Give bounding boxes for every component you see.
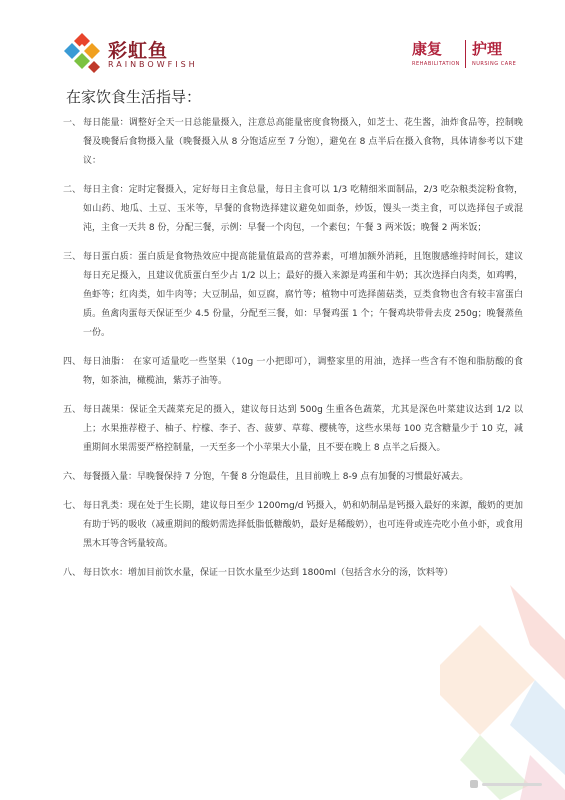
item-text: 早晚餐保持 7 分饱，午餐 8 分饱最佳，且目前晚上 8-9 点有加餐的习惯最好减去。 xyxy=(137,472,469,482)
rainbowfish-logo-icon xyxy=(60,31,104,75)
item-text: 在家可适量吃一些坚果（10g 一小把即可），调整家里的用油，选择一些含有不饱和脂肪酸的食物，如茶油，橄榄油，紫苏子油等。 xyxy=(83,357,523,386)
item-number: 七、 xyxy=(63,501,82,511)
guideline-item-vegetables-fruit xyxy=(63,401,523,458)
guideline-item-energy xyxy=(63,114,523,171)
item-number: 六、 xyxy=(63,472,82,482)
item-label: 每日乳类： xyxy=(83,501,129,511)
brand-name: 彩虹鱼 xyxy=(108,40,169,62)
care-divider xyxy=(465,40,466,68)
care-title-rehab: 康复 xyxy=(412,40,443,58)
guideline-item-water xyxy=(63,564,523,583)
item-number: 四、 xyxy=(63,357,82,367)
item-text: 增加目前饮水量，保证一日饮水量至少达到 1800ml（包括含水分的汤，饮料等） xyxy=(128,568,454,578)
item-number: 八、 xyxy=(63,568,82,578)
item-label: 每日能量： xyxy=(83,118,129,128)
item-label: 每日饮水： xyxy=(83,568,129,578)
item-label: 每日蛋白质： xyxy=(83,252,139,262)
care-subtitle-nursing: NURSING CARE xyxy=(472,61,517,67)
item-text: 定时定餐摄入，定好每日主食总量，每日主食可以 1/3 吃精细米面制品，2/3 吃杂粮类淀粉食物，如山药、地瓜、土豆、玉米等，早餐的食物选择建议避免如面条，炒饭，馒头一类主食，可以选择包子或混沌，主食一天共 8 份，分配三餐，示例：早餐一个肉包，一个素包；午餐 3 两米饭；晚餐 2 两米饭； xyxy=(83,185,523,233)
watermark-logo xyxy=(470,778,550,790)
guideline-item-oil xyxy=(63,353,523,391)
item-number: 三、 xyxy=(63,252,82,262)
item-number: 一、 xyxy=(63,118,82,128)
brand-name-en: RAINBOWFISH xyxy=(108,60,198,69)
item-label: 每餐摄入量： xyxy=(83,472,138,482)
item-label: 每日主食： xyxy=(83,185,129,195)
guideline-item-dairy xyxy=(63,497,523,554)
guideline-item-staple-food xyxy=(63,181,523,238)
page-header xyxy=(0,0,565,80)
item-number: 五、 xyxy=(63,405,82,415)
item-text: 保证全天蔬菜充足的摄入，建议每日达到 500g 生重各色蔬菜，尤其是深色叶菜建议达到 1/2 以上；水果推荐橙子、柚子、柠檬、李子、杏、菠萝、草莓、樱桃等，这些水果每 100 克含糖量少于 10 克，减重期间水果需要严格控制量，一天至多一个小苹果大小量，且不要在晚上 8 点半之后摄入。 xyxy=(83,405,523,453)
item-text: 调整好全天一日总能量摄入，注意总高能量密度食物摄入，如芝士、花生酱，油炸食品等，控制晚餐及晚餐后食物摄入量（晚餐摄入从 8 分饱适应至 7 分饱），避免在 8 点半后在摄入食物，具体请参考以下建议： xyxy=(83,118,523,166)
care-badge xyxy=(412,38,522,72)
guideline-list xyxy=(63,114,523,593)
guideline-item-meal-portion xyxy=(63,468,523,487)
item-text: 蛋白质是食物热效应中提高能量值最高的营养素，可增加额外消耗，且饱腹感维持时间长，建议每日充足摄入，且建议优质蛋白至少占 1/2 以上；最好的摄入来源是鸡蛋和牛奶；其次选择白肉类，如鸡鸭，鱼虾等；红肉类，如牛肉等；大豆制品，如豆腐，腐竹等；植物中可选择菌菇类，豆类食物也含有较丰富蛋白质。鱼禽肉蛋每天保证至少 4.5 份量，分配至三餐，如：早餐鸡蛋 1 个；午餐鸡块带骨去皮 250g；晚餐蒸鱼一份。 xyxy=(83,252,523,338)
page-title: 在家饮食生活指导： xyxy=(66,88,202,106)
item-label: 每日油脂： xyxy=(83,357,130,367)
item-text: 现在处于生长期，建议每日至少 1200mg/d 钙摄入，奶和奶制品是钙摄入最好的来源，酸奶的更加有助于钙的吸收（减重期间的酸奶需选择低脂低糖酸奶，最好是稀酸奶），也可连骨或连壳吃小鱼小虾，或食用黑木耳等含钙量较高。 xyxy=(83,501,523,549)
item-label: 每日蔬果： xyxy=(83,405,130,415)
guideline-item-protein xyxy=(63,248,523,343)
care-title-nursing: 护理 xyxy=(472,40,503,58)
care-subtitle-rehab: REHABILITATION xyxy=(412,61,460,67)
corner-decoration xyxy=(440,585,565,800)
item-number: 二、 xyxy=(63,185,82,195)
